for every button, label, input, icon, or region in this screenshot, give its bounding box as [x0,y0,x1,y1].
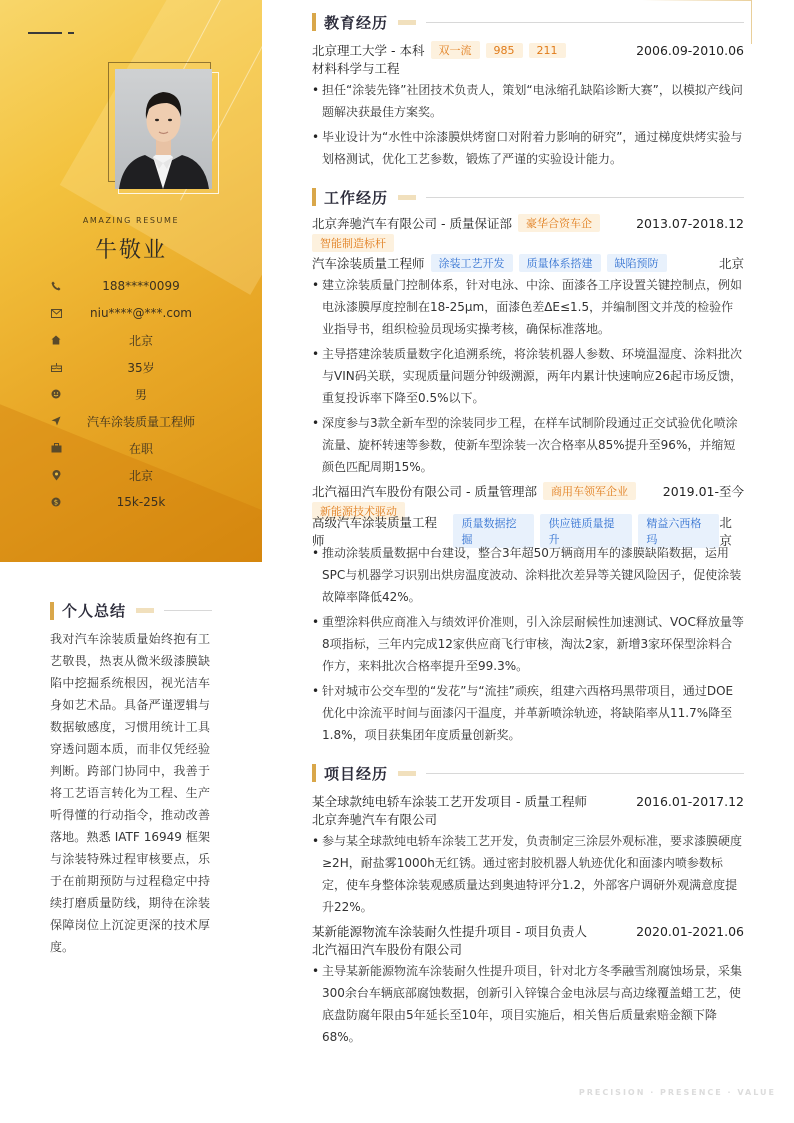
project-company: 北京奔驰汽车有限公司 [312,812,438,827]
info-phone [48,276,248,296]
section-divider [164,610,212,611]
company-name: 北汽福田汽车股份有限公司 [312,484,463,499]
section-bar [312,764,316,782]
info-age [48,357,248,377]
project-bullet: • 主导某新能源物流车涂装耐久性提升项目，针对北方冬季融雪剂腐蚀场景，采集300余台车辆底部腐蚀数据，创新引入锌镍合金电泳层与高边缘覆盖蜡工艺，使底盘防腐年限由5年延长至10年，项目实施后，相关售后质量索赔金额下降68%。 [312,960,744,1048]
info-email [48,303,248,323]
education-header [312,12,744,32]
section-divider [426,773,744,774]
education-title: 教育经历 [324,13,389,32]
decor-line [751,0,752,44]
sidebar [0,0,262,562]
job-value: 汽车涂装质量工程师 [86,414,195,429]
company-name: 北京奔驰汽车有限公司 [312,216,438,231]
salary-value: 15k-25k [116,495,166,509]
job-position-row [312,515,744,548]
project-name: 某全球款纯电轿车涂装工艺开发项目 [312,794,513,809]
skill-tag: 精益六西格玛 [638,514,719,548]
project-role: 质量工程师 [524,794,587,809]
job-bullet: • 重塑涂料供应商准入与绩效评价准则，引入涂层耐候性加速测试、VOC释放量等8项指标，三年内完成12家供应商飞行审核，淘汰2家，新增3家环保型涂料合作方，来料批次合格率提升至99.3%。 [312,611,744,677]
project-entry-head [312,921,744,941]
main-content [312,12,744,1051]
footer-motto: PRECISION · PRESENCE · VALUE [578,1088,776,1097]
project-date: 2020.01-2021.06 [636,923,744,939]
phone-value: 188****0099 [102,279,180,293]
school-tag: 985 [486,43,523,58]
school-tag: 双一流 [431,41,480,59]
info-job [48,411,248,431]
separator: - [437,215,450,231]
decor-dash [68,32,74,34]
degree: 本科 [399,43,425,58]
email-value: niu****@***.com [90,306,192,320]
section-chip [398,20,416,25]
location-value: 北京 [128,468,153,483]
project-company: 北汽福田汽车股份有限公司 [312,942,463,957]
separator: - [512,793,525,809]
summary-title: 个人总结 [62,602,127,620]
section-divider [426,22,744,23]
skill-tag: 缺陷预防 [607,254,667,272]
skill-tag: 涂装工艺开发 [431,254,513,272]
svg-text:$: $ [53,498,59,507]
info-salary [48,492,248,512]
position: 汽车涂装质量工程师 [312,256,425,271]
company-tag: 豪华合资车企 [518,214,600,232]
project-entry-head [312,791,744,811]
separator: - [387,42,400,58]
project-role: 项目负责人 [524,924,587,939]
school-tag: 211 [529,43,566,58]
education-date: 2006.09-2010.06 [636,42,744,58]
work-title: 工作经历 [324,188,389,207]
gender-value: 男 [134,387,147,402]
section-divider [426,197,744,198]
job-bullet: • 主导搭建涂装质量数字化追溯系统，将涂装机器人参数、环境温湿度、涂料批次与VIN码关联，实现质量问题分钟级溯源，两年内累计快速响应26起市场反馈，重复投诉率下降至0.5%以下。 [312,343,744,409]
skill-tag: 质量体系搭建 [519,254,601,272]
decor-dash [28,32,62,34]
summary-header [50,600,212,621]
projects-header [312,763,744,783]
skill-tag: 供应链质量提升 [540,514,632,548]
info-home [48,330,248,350]
education-entry-head [312,40,744,60]
decor-line [642,0,752,1]
department: 质量保证部 [449,216,512,231]
job-bullet: • 深度参与3款全新车型的涂装同步工程，在样车试制阶段通过正交试验优化喷涂流量、旋杯转速等参数，使新车型涂装一次合格率从85%提升至96%，并缩短颜色匹配周期15%。 [312,412,744,478]
section-bar [312,13,316,31]
tagline: AMAZING RESUME [82,216,180,225]
projects-title: 项目经历 [324,764,389,783]
project-date: 2016.01-2017.12 [636,793,744,809]
school-name: 北京理工大学 [312,43,388,58]
info-status [48,438,248,458]
job-city: 北京 [719,515,732,548]
separator: - [512,923,525,939]
section-chip [398,771,416,776]
project-name: 某新能源物流车涂装耐久性提升项目 [312,924,513,939]
separator: - [462,483,475,499]
section-bar [50,602,54,620]
position: 高级汽车涂装质量工程师 [312,515,438,548]
job-date: 2019.01-至今 [662,484,744,499]
major: 材料科学与工程 [312,61,400,76]
avatar [115,69,212,189]
job-city: 北京 [718,256,744,271]
section-chip [136,608,154,613]
project-bullet: • 参与某全球款纯电轿车涂装工艺开发，负责制定三涂层外观标准，要求漆膜硬度≥2H，耐盐雾1000h无红锈。通过密封胶机器人轨迹优化和面漆内喷参数标定，使车身整体涂装观感质量达到奥迪特评分1.2，外部客户调研外观满意度提升22%。 [312,830,744,918]
age-value: 35岁 [127,360,155,375]
company-tag: 智能制造标杆 [312,234,394,252]
info-gender [48,384,248,404]
job-bullet: • 建立涂装质量门控制体系，针对电泳、中涂、面漆各工序设置关键控制点，例如电泳漆膜厚度控制在18-25μm，面漆色差ΔE≤1.5，并编制图文并茂的检验作业指导书，组织检验员现场实操考核，确保标准落地。 [312,274,744,340]
education-bullet: • 毕业设计为“水性中涂漆膜烘烤窗口对附着力影响的研究”，通过梯度烘烤实验与划格测试，优化工艺参数，锻炼了严谨的实验设计能力。 [312,126,744,170]
company-tag: 商用车领军企业 [543,482,636,500]
info-location [48,465,248,485]
section-chip [398,195,416,200]
job-entry-head [312,481,744,501]
candidate-name: 牛敬业 [94,238,167,263]
summary-text: 我对汽车涂装质量始终抱有工艺敬畏，热衷从微米级漆膜缺陷中挖掘系统根因，视光洁车身如艺术品。具备严谨逻辑与数据敏感度，习惯用统计工具穿透问题本质，而非仅凭经验判断。跨部门协同中，我善于将工艺语言转化为工程、生产听得懂的行动指令，推动改善落地。熟悉 IATF 16949 框架与涂装特殊过程审核要点，乐于在前期预防与过程稳定中持续打磨质量防线，期待在涂装保障岗位上沉淀更深的技术厚度。 [50,632,210,954]
section-bar [312,188,316,206]
education-bullet: • 担任“涂装先锋”社团技术负责人，策划“电泳缩孔缺陷诊断大赛”，以模拟产线问题解决获最佳方案奖。 [312,79,744,123]
company-tag: 新能源技术驱动 [312,502,405,520]
job-bullet: • 推动涂装质量数据中台建设，整合3年超50万辆商用车的漆膜缺陷数据，运用SPC与机器学习识别出烘房温度波动、涂料批次差异等关键风险因子，促使涂装故障率降低42%。 [312,542,744,608]
job-bullet: • 针对城市公交车型的“发花”与“流挂”顽疾，组建六西格玛黑带项目，通过DOE优化中涂流平时间与面漆闪干温度，并革新喷涂轨迹，将缺陷率从11.7%降至1.8%，项目获集团年度质量创新奖。 [312,680,744,746]
job-entry-head [312,213,744,233]
skill-tag: 质量数据挖掘 [453,514,534,548]
home-value: 北京 [128,333,153,348]
department: 质量管理部 [474,484,537,499]
company-tag-row [312,233,744,253]
work-header [312,187,744,207]
job-date: 2013.07-2018.12 [636,215,744,231]
status-value: 在职 [128,441,153,456]
job-position-row [312,253,744,273]
